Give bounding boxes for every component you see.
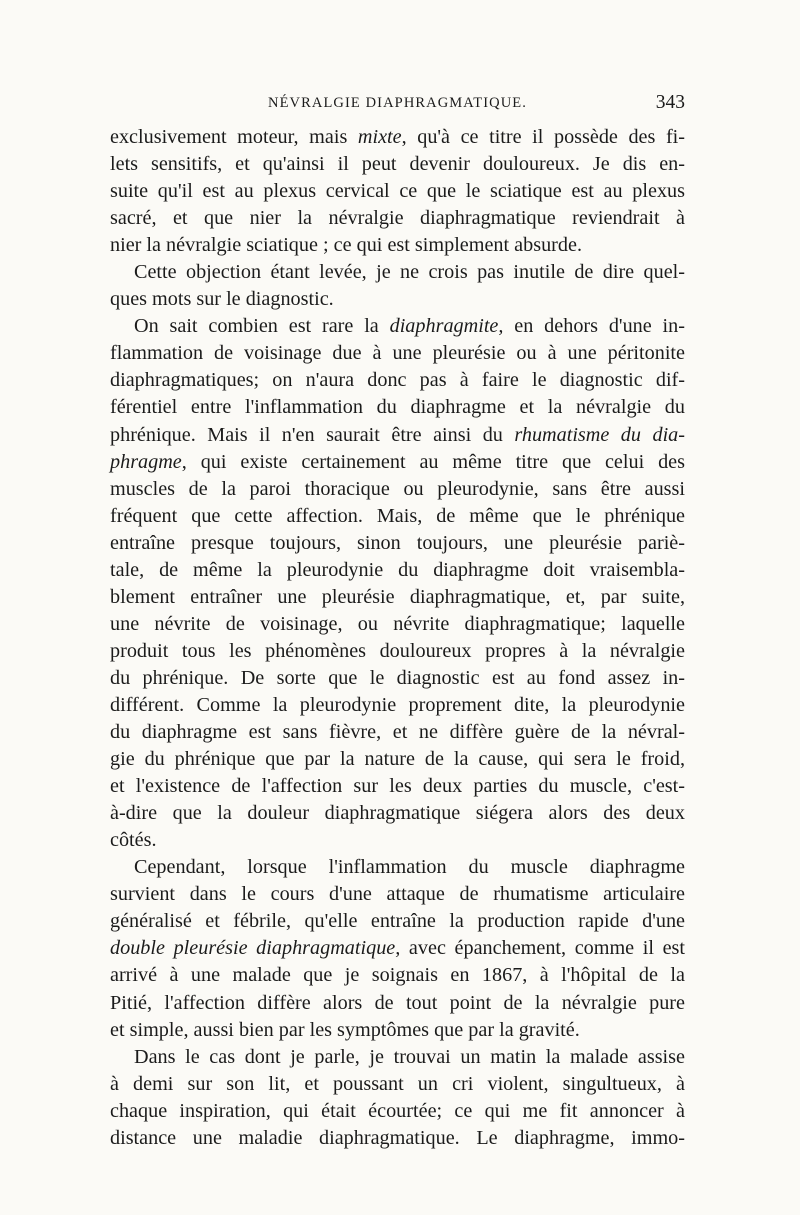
italic-text: rhumatisme du dia-	[514, 423, 685, 446]
text-line	[110, 665, 685, 692]
text-line	[110, 340, 685, 367]
text-segment: entraîne presque toujours, sinon toujours, une pleurésie pariè-	[110, 531, 685, 554]
text-segment: Cependant, lorsque l'inflammation du muscle diaphragme	[134, 856, 685, 879]
text-segment: du diaphragme est sans fièvre, et ne diffère guère de la névral-	[110, 721, 685, 744]
running-title: NÉVRALGIE DIAPHRAGMATIQUE.	[268, 95, 527, 111]
text-segment: sacré, et que nier la névralgie diaphragmatique reviendrait à	[110, 207, 685, 230]
text-line	[110, 854, 685, 881]
text-segment: tale, de même la pleurodynie du diaphragme doit vraisembla-	[110, 558, 685, 581]
text-line	[110, 313, 685, 340]
text-segment: et simple, aussi bien par les symptômes que par la gravité.	[110, 1018, 580, 1041]
text-line	[110, 692, 685, 719]
text-segment: , qui existe certainement au même titre que celui des	[181, 450, 685, 473]
italic-text: double pleurésie diaphragmatique,	[110, 937, 401, 960]
text-segment: survient dans le cours d'une attaque de rhumatisme articulaire	[110, 883, 685, 906]
text-line	[110, 611, 685, 638]
body-text	[110, 124, 685, 1152]
text-line	[110, 286, 685, 313]
text-segment: produit tous les phénomènes douloureux propres à la névralgie	[110, 639, 685, 662]
text-line	[110, 1071, 685, 1098]
text-segment: ques mots sur le diagnostic.	[110, 288, 334, 311]
text-line	[110, 503, 685, 530]
text-segment: et l'existence de l'affection sur les deux parties du muscle, c'est-	[110, 775, 685, 798]
text-line	[110, 394, 685, 421]
text-line	[110, 1017, 685, 1044]
text-segment: Dans le cas dont je parle, je trouvai un matin la malade assise	[134, 1045, 685, 1068]
text-segment: en dehors d'une in-	[503, 315, 685, 338]
text-segment: lets sensitifs, et qu'ainsi il peut devenir douloureux. Je dis en-	[110, 153, 685, 176]
text-line	[110, 449, 685, 476]
text-line	[110, 476, 685, 503]
text-segment: férentiel entre l'inflammation du diaphragme et la névralgie du	[110, 396, 685, 419]
text-segment: avec épanchement, comme il est	[400, 937, 685, 960]
text-line	[110, 530, 685, 557]
italic-text: diaphragmite,	[389, 315, 504, 338]
text-line	[110, 1125, 685, 1152]
text-line	[110, 1098, 685, 1125]
text-line	[110, 719, 685, 746]
text-line	[110, 746, 685, 773]
page-number: 343	[655, 92, 685, 113]
text-line	[110, 124, 685, 151]
text-segment: à demi sur son lit, et poussant un cri violent, singultueux, à	[110, 1072, 685, 1095]
text-segment: phrénique. Mais il n'en saurait être ainsi du	[110, 423, 515, 446]
text-segment: gie du phrénique que par la nature de la cause, qui sera le froid,	[110, 748, 685, 771]
text-line	[110, 178, 685, 205]
text-line	[110, 881, 685, 908]
text-segment: une névrite de voisinage, ou névrite diaphragmatique; laquelle	[110, 612, 685, 635]
text-line	[110, 1044, 685, 1071]
text-line	[110, 151, 685, 178]
text-line	[110, 422, 685, 449]
text-segment: fréquent que cette affection. Mais, de même que le phrénique	[110, 504, 685, 527]
text-line	[110, 584, 685, 611]
text-line	[110, 259, 685, 286]
text-segment: blement entraîner une pleurésie diaphragmatique, et, par suite,	[110, 585, 685, 608]
text-line	[110, 205, 685, 232]
italic-text: phragme	[110, 450, 182, 473]
text-segment: flammation de voisinage due à une pleurésie ou à une péritonite	[110, 342, 685, 365]
text-segment: On sait combien est rare la	[134, 315, 390, 338]
text-segment: exclusivement moteur, mais	[110, 126, 358, 148]
page-header	[110, 93, 685, 121]
text-segment: généralisé et fébrile, qu'elle entraîne la production rapide d'une	[110, 910, 685, 933]
text-line	[110, 935, 685, 962]
text-segment: nier la névralgie sciatique ; ce qui est simplement absurde.	[110, 234, 583, 257]
text-segment: Pitié, l'affection diffère alors de tout point de la névralgie pure	[110, 991, 685, 1014]
text-line	[110, 557, 685, 584]
text-segment: muscles de la paroi thoracique ou pleurodynie, sans être aussi	[110, 477, 685, 500]
text-segment: Cette objection étant levée, je ne crois pas inutile de dire quel-	[134, 261, 685, 284]
text-segment: différent. Comme la pleurodynie proprement dite, la pleurodynie	[110, 693, 685, 716]
italic-text: mixte	[357, 126, 402, 148]
text-segment: suite qu'il est au plexus cervical ce que le sciatique est au plexus	[110, 180, 685, 203]
text-segment: diaphragmatiques; on n'aura donc pas à faire le diagnostic dif-	[110, 369, 685, 392]
text-line	[110, 638, 685, 665]
text-segment: chaque inspiration, qui était écourtée; ce qui me fit annoncer à	[110, 1099, 685, 1122]
text-line	[110, 800, 685, 827]
text-segment: du phrénique. De sorte que le diagnostic est au fond assez in-	[110, 666, 685, 689]
text-line	[110, 990, 685, 1017]
text-line	[110, 827, 685, 854]
text-line	[110, 232, 685, 259]
text-segment: , qu'à ce titre il possède des fi-	[401, 126, 686, 148]
text-segment: à-dire que la douleur diaphragmatique siégera alors des deux	[110, 802, 685, 825]
text-line	[110, 773, 685, 800]
text-segment: côtés.	[110, 829, 157, 852]
text-line	[110, 367, 685, 394]
text-line	[110, 962, 685, 989]
text-segment: arrivé à une malade que je soignais en 1867, à l'hôpital de la	[110, 964, 685, 987]
text-segment: distance une maladie diaphragmatique. Le diaphragme, immo-	[110, 1126, 685, 1149]
text-line	[110, 908, 685, 935]
